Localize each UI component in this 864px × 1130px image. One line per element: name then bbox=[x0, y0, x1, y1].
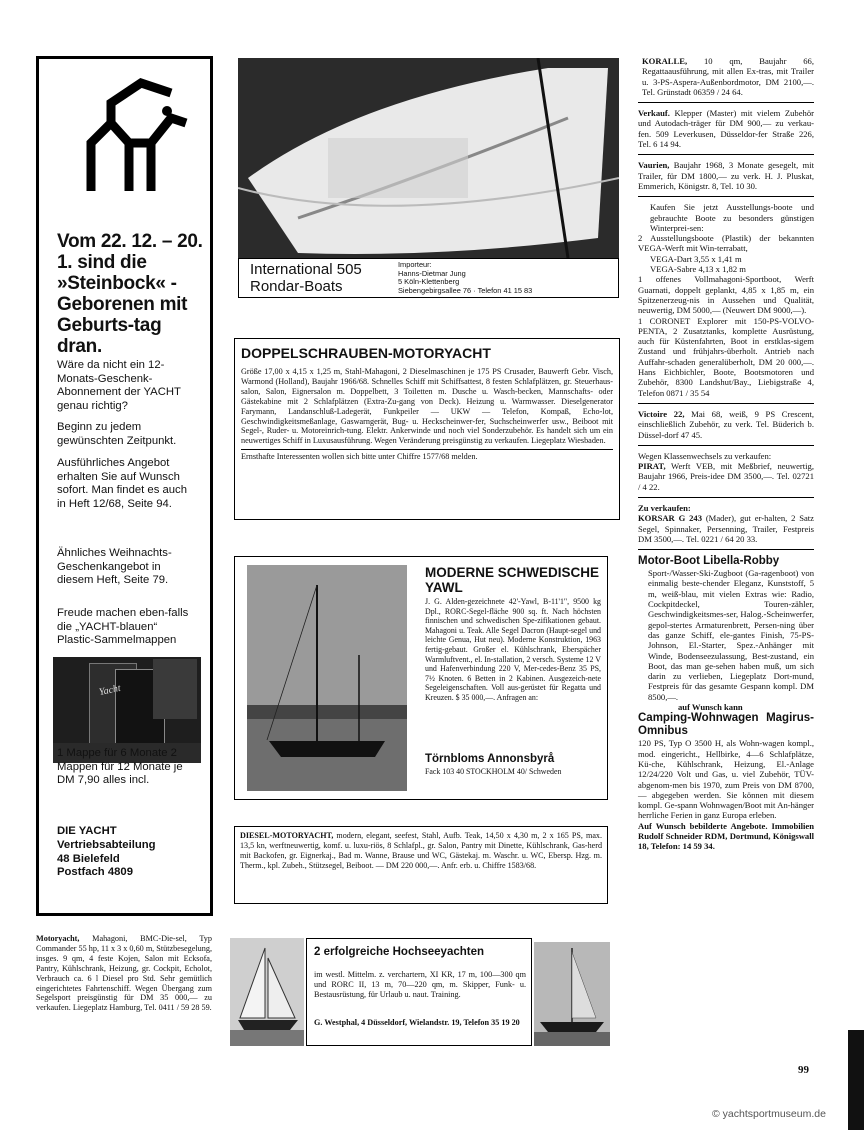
right-classifieds-column bbox=[638, 56, 814, 852]
korsar-lead: KORSAR G 243 bbox=[638, 513, 702, 524]
libella-end: auf Wunsch kann bbox=[678, 702, 743, 713]
dinghy-505-importer bbox=[398, 261, 532, 295]
ad-pirat-intro: Wegen Klassenwechsels zu verkaufen: bbox=[638, 450, 772, 461]
address-line: DIE YACHT bbox=[57, 825, 117, 837]
importer-line: Hanns-Dietmar Jung bbox=[398, 268, 466, 278]
yawl-photo bbox=[247, 565, 407, 791]
promo-paragraph-5: Freude machen eben-falls die „YACHT-blauen“ Plastic-Sammelmappen bbox=[57, 607, 189, 647]
doppelschrauben-footer: Ernsthafte Interessenten wollen sich bitte unter Chiffre 1577/68 melden. bbox=[241, 452, 478, 462]
dinghy-505-title-2: Rondar-Boats bbox=[250, 278, 343, 295]
hochsee-photo-right bbox=[534, 942, 610, 1046]
ad-item-coronet: 1 CORONET Explorer mit 150-PS-VOLVO-PENTA, 2 Zusatztanks, komplette Ausrüstung, auch für Küstenfahrten, Boot in erstklas-sigem Zustand und frühjahrs-überholt. Antrieb nach Auffahr-schaden generalüberholt, DM 20 000,—. Hans Eichbichler, Boote, Bootsmotoren und Zubehör, 8300 Landshut/Bay., Liebigstraße 4, Telefon 0871 / 35 54 bbox=[638, 315, 814, 398]
yawl-body: J. G. Alden-gezeichnete 42'-Yawl, B-11'1", 9500 kg Dpl., RORC-Segel-fläche 900 sq. ft. Nach höchsten finnischen und schwedischen Spe-zifikationen gebaut. Mahagoni u. Teak. Alle Segel Dacron (Haupt-segel und leichte Genua, Hut neu). Moderne Konstruktion, 1963 fertig-gebaut. Großer el. Kühlschrank, Eberspächer Warmluftvent., el. In-stallation, 2 versch. Systeme 12 V und Hafenverbindung 220 V, Mer-cedes-Benz 35 PS, 7½ Knoten. 6 Betten in 2 Kabinen. Ausgezeich-nete Segeleigenschaften. Voll aus-gerüstet für Regatta und Kreuzen. $ 35 000,—. Anfragen an: bbox=[425, 597, 601, 702]
ad-korsar bbox=[638, 513, 814, 544]
hochsee-ad bbox=[230, 938, 610, 1048]
dinghy-505-photo bbox=[238, 58, 619, 258]
camping-end: Auf Wunsch bebilderte Angebote. Immobilien Rudolf Schneider RDM, Dortmund, Königswall 18, Telefon: 14 59 34. bbox=[638, 820, 814, 852]
ad-camping: 120 PS, Typ O 3500 H, als Wohn-wagen kompl., mod. eingericht., Hellbirke, 4—6 Schlafplätze, Kü-che, Kühlschrank, Heizung, El.-Anlage 12/24/220 Volt und Gas, u. viel Zubehör, TÜV-abgenom-men bis 1970, zum Preis von DM 8700,— abgegeben werden. Sie können mit diesem kompl. Ge-spann Wohnwagen/Boot mit An-hänger herrliche Ferien in ganz Europa erleben. bbox=[638, 738, 814, 821]
ad-vaurien bbox=[638, 160, 814, 191]
yawl-ad bbox=[234, 556, 608, 800]
diesel-motoryacht-ad bbox=[234, 826, 608, 904]
korsar-body: (Mader), gut er-halten, 2 Satz Segel, Spinnaker, Persenning, Trailer, Festpreis DM 3500,—. Tel. 0221 / 64 20 33. bbox=[638, 513, 814, 544]
ad-victoire bbox=[638, 409, 814, 440]
ad-item-vega-sabre: VEGA-Sabre 4,13 x 1,82 m bbox=[650, 264, 746, 275]
ad-item-vega bbox=[638, 233, 814, 254]
hochsee-photo-left bbox=[230, 938, 304, 1046]
promo-paragraph-3: Ausführliches Angebot erhalten Sie auf Wunsch sofort. Man findet es auch in Heft 12/68, Seite 94. bbox=[57, 457, 187, 510]
dinghy-505-illustration bbox=[238, 58, 619, 258]
sail-illustration-right bbox=[534, 942, 610, 1046]
promo-paragraph-4: Ähnliches Weihnachts-Geschenkangebot in diesem Heft, Seite 79. bbox=[57, 547, 172, 587]
promo-paragraph-1: Wäre da nicht ein 12-Monats-Geschenk-Abonnement der YACHT genau richtig? bbox=[57, 359, 181, 412]
yawl-title: MODERNE SCHWEDISCHE YAWL bbox=[425, 565, 600, 595]
vaurien-lead: Vaurien, bbox=[638, 160, 670, 171]
hochsee-body: im westl. Mittelm. z. verchartern, XI KR, 17 m, 100—300 qm und RORC II, 13 m, 70—220 qm, m. Skipper, Funk- u. Bestausrüstung, für Urlaub u. naut. Training. bbox=[314, 970, 526, 999]
address-line: Vertriebsabteilung bbox=[57, 838, 156, 851]
libella-title: Motor-Boot Libella-Robby bbox=[638, 555, 780, 568]
scan-edge bbox=[848, 1030, 864, 1130]
motoryacht-body: Mahagoni, BMC-Die-sel, Typ Commander 55 hp, 11 x 3 x 0,60 m, Stützbesegelung, insges. 9 qm, 4 feste Kojen, Salon mit Ecksofa, Pantry, Kühlschrank, Heizung, gr. Cockpit, Echolot, Verbrauch ca. 6 l Diesel pro Std. Sehr gemütlich eingerichtetes Fahrtenschiff. Wegen Übergang zum Segelsport preisgünstig für DM 35 000,— zu verkaufen. Liegeplatz Hamburg, Tel. 0411 / 59 28 59. bbox=[36, 934, 212, 1013]
watermark: © yachtsportmuseum.de bbox=[712, 1108, 826, 1120]
victoire-body: Mai 68, weiß, 9 PS Crescent, einschließlich Zubehör, zu verk. Tel. Büderich b. Düssel-dorf 47 45. bbox=[638, 408, 814, 440]
ad-pirat bbox=[638, 461, 814, 492]
binder-label: Yacht bbox=[98, 682, 122, 699]
klepper-lead: Verkauf. bbox=[638, 108, 670, 119]
camping-title: Camping-Wohnwagen Magirus-Omnibus bbox=[638, 712, 814, 738]
ad-item-mahagoni: 1 offenes Vollmahagoni-Sportboot, Werft Guarnati, doppelt geplankt, 4,85 x 1,85 m, ein Spitzenerzeug-nis in Aussehen und Qualität, neuwertig, DM 5000,— (Neuwert DM 9000,—). bbox=[638, 274, 814, 316]
koralle-body: 10 qm, Baujahr 66, Regattaausführung, mit allen Ex-tras, mit Trailer u. 3-PS-Aspera-Außenbordmotor, DM 2100,—. Tel. Grünstadt 06359 / 24 64. bbox=[642, 56, 814, 97]
importer-line: Importeur: bbox=[398, 260, 432, 269]
importer-line: Siebengebirgsallee 76 · Telefon 41 15 83 bbox=[398, 285, 533, 295]
capricorn-goat-icon bbox=[71, 73, 191, 203]
pirat-body: Werft VEB, mit Meßbrief, neuwertig, Baujahr 1966, Preis-idee DM 3500,—. Tel. 02721 / 4 22. bbox=[638, 461, 814, 492]
yawl-illustration bbox=[247, 565, 407, 791]
yawl-contact-name: Törnbloms Annonsbyrå bbox=[425, 753, 555, 765]
vaurien-body: Baujahr 1968, 3 Monate gesegelt, mit Trailer, für DM 1800,— zu verk. H. J. Pluskat, Emmerich, Königstr. 8, Tel. 10 30. bbox=[638, 160, 814, 191]
dinghy-505-ad bbox=[238, 58, 619, 298]
ad-korsar-intro: Zu verkaufen: bbox=[638, 502, 691, 513]
ad-libella: Sport-/Wasser-Ski-Zugboot (Ga-ragenboot) von einmalig beste-chender Eleganz, Kunststoff, 5 m, weiß-blau, mit vielen Extras wie: Radio, Cockpitdeckel, Touren-zähler, Geschwindigkeitsmes-ser, Halog.-Scheinwerfer, gepol-stertes Armaturenbrett, Persen-ning über das ganze Schiff, ele-gantes Finish, 75-PS-Johnson, El.-Starter, Spez.-Anhänger mit Winde, Bodenseezulassung, Best-zustand, ein Boot, das man ge-sehen haben muß, um sich darin zu verlieben, Liegeplatz Dort-mund, Festpreis für das gesamte Gespann kompl. DM 8500,—. bbox=[648, 568, 814, 702]
promo-box bbox=[36, 56, 213, 916]
ad-kaufen-intro: Kaufen Sie jetzt Ausstellungs-boote und gebrauchte Boote zu besonders günstigen Winterprei-sen: bbox=[650, 202, 814, 233]
diesel-lead: DIESEL-MOTORYACHT, bbox=[240, 831, 334, 840]
ad-klepper bbox=[638, 108, 814, 149]
vega-text: 2 Ausstellungsboote (Plastik) der bekannten VEGA-Werft mit Win-terrabatt, bbox=[638, 233, 814, 254]
yawl-contact-address: Fack 103 40 STOCKHOLM 40/ Schweden bbox=[425, 767, 562, 776]
dinghy-505-title-1: International 505 bbox=[250, 261, 362, 278]
importer-line: 5 Köln-Klettenberg bbox=[398, 277, 460, 287]
koralle-lead: KORALLE, bbox=[642, 56, 688, 66]
address-line: Postfach 4809 bbox=[57, 866, 133, 879]
sail-illustration-left bbox=[230, 938, 304, 1046]
hochsee-title: 2 erfolgreiche Hochseeyachten bbox=[314, 946, 485, 958]
motoryacht-lead: Motoryacht, bbox=[36, 934, 80, 943]
promo-address bbox=[57, 825, 207, 880]
promo-headline: Vom 22. 12. – 20. 1. sind die »Steinbock« - Geborenen mit Geburts-tag dran. bbox=[57, 231, 203, 357]
page-number: 99 bbox=[798, 1064, 809, 1076]
address-line: 48 Bielefeld bbox=[57, 852, 120, 865]
pirat-lead: PIRAT, bbox=[638, 461, 666, 472]
promo-prices: 1 Mappe für 6 Monate 2 Mappen für 12 Monate je DM 7,90 alles incl. bbox=[57, 747, 183, 787]
motoryacht-small-ad bbox=[36, 934, 212, 1013]
klepper-body: Klepper (Master) mit vielem Zubehör und Autodach-träger für DM 900,— zu verkau-fen. 509 Leverkusen, Düsseldor-fer Straße 226, Tel. 6 14 94. bbox=[638, 108, 814, 150]
diesel-body: modern, elegant, seefest, Stahl, Aufb. Teak, 14,50 x 4,30 m, 2 x 165 PS, max. 13,5 kn, werftneuwertig, komf. u. luxu-riös, 8 Schlafpl., gr. Salon, Pantry mit Dinette, Kühlschrank, Gas-herd mit Backofen, gr. Eignerkaj., Bad m. Wanne, Brause und WC, Gästekaj. m. Waschr. u. WC, Ebersp. Hzg. m. Therm., kpl. Zubeh., Stützsegel, Beiboot. — DM 220 000,—. Anfr. erb. u. Chiffre 1583/68. bbox=[240, 831, 602, 870]
doppelschrauben-ad bbox=[234, 338, 620, 520]
ad-koralle bbox=[638, 56, 814, 97]
victoire-lead: Victoire 22, bbox=[638, 408, 685, 419]
doppelschrauben-body: Größe 17,00 x 4,15 x 1,25 m, Stahl-Mahagoni, 2 Dieselmaschinen je 175 PS Crusader, Bauwerft Gebr. Visch, Warmond (Holland), Baujahr 1966/68. Schnelles Schiff mit Schiffsattest, 8 festen Schlafplätzen, gr. Steuerhaus-salon, Salon, Eignersalon m. Doppelbett, 3 Toiletten m. Dusche u. Wasch-becken, Mannschafts- oder Gästekabine mit 2 Schlafplätzen (Extra-Zu-gang von Deck). Heizung u. Warmwasser. Dieselgenerator Farymann, Landanschluß-Ladegerät, Funkpeiler — UKW — Telefon, Kompaß, Echo-lot, Geschwindigkeitsmeßanlage, Gaswarngerät, Bug- u. Heckscheinwer-fer, Suchscheinwerfer usw., Beiboot mit Segel-, Ruder- u. Motoreinrich-tung. Elektr. Ankerwinde und noch viel Sonderzubehör. Es handelt sich um ein neuwertiges Schiff in Luxusausführung. Wegen Veränderung preisgünstig zu verkaufen. Liegeplatz Wiesbaden. bbox=[241, 367, 613, 446]
promo-paragraph-2: Beginn zu jedem gewünschten Zeitpunkt. bbox=[57, 421, 177, 447]
ad-item-vega-dart: VEGA-Dart 3,55 x 1,41 m bbox=[650, 253, 742, 264]
hochsee-contact: G. Westphal, 4 Düsseldorf, Wielandstr. 19, Telefon 35 19 20 bbox=[314, 1018, 520, 1027]
binders-image bbox=[53, 657, 201, 743]
doppelschrauben-title: DOPPELSCHRAUBEN-MOTORYACHT bbox=[241, 345, 491, 361]
